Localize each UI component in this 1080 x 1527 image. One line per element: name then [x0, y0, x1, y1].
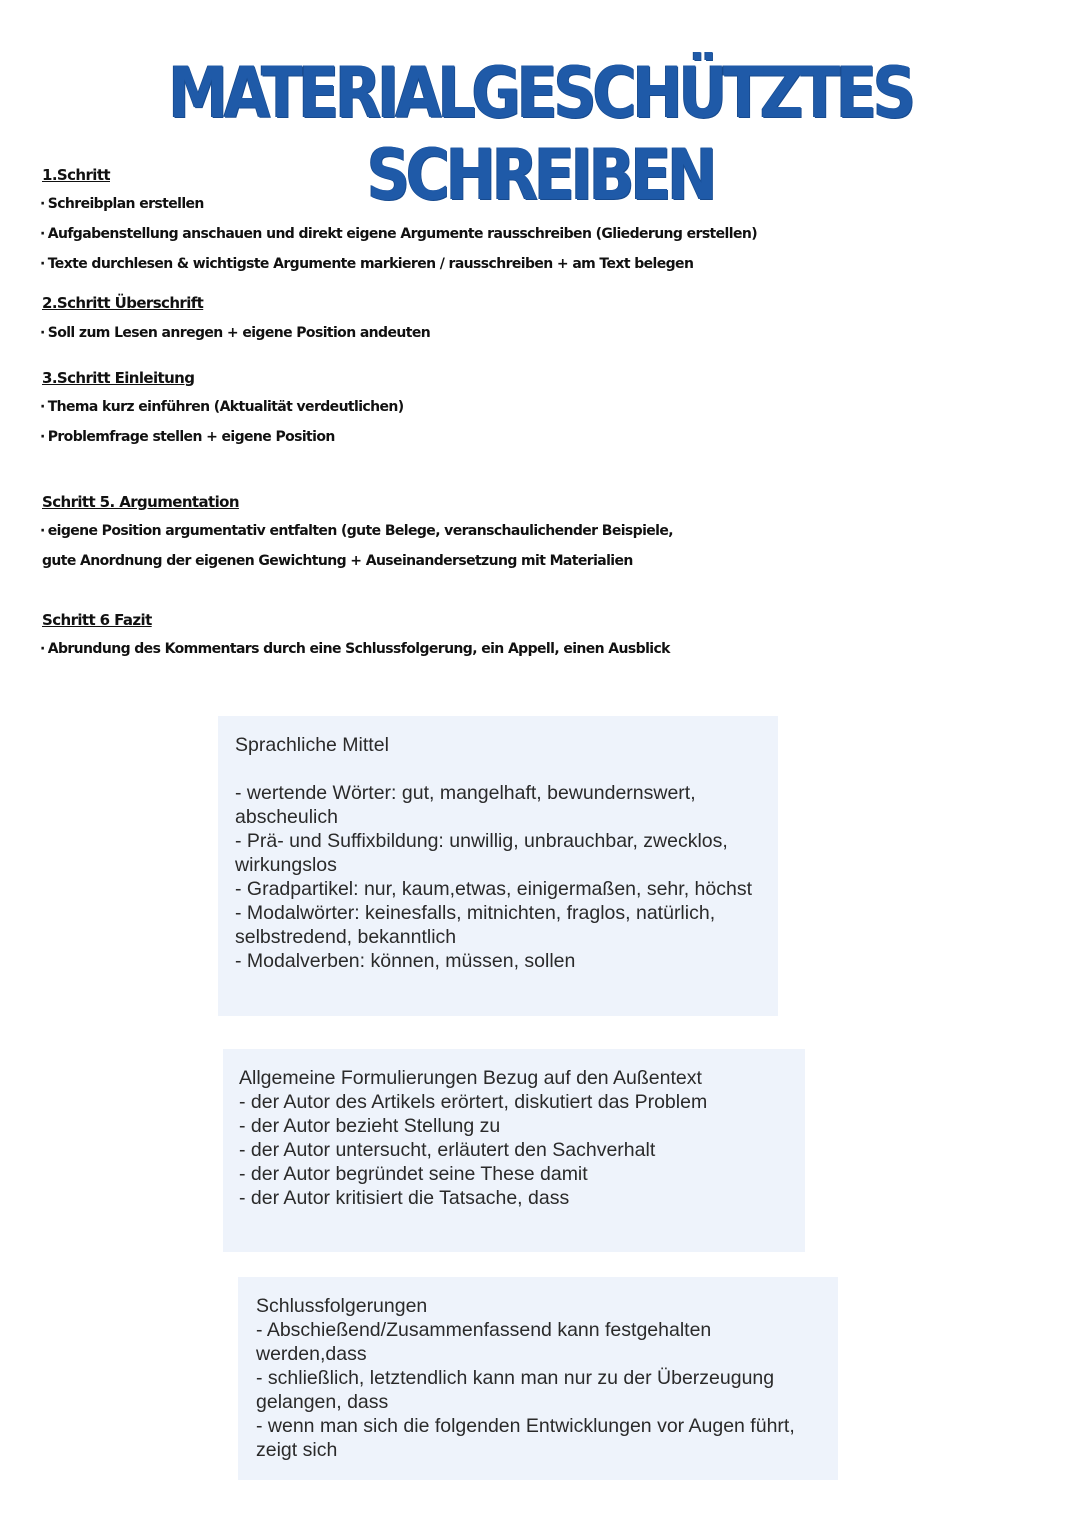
step-5-line: · eigene Position argumentativ entfalten (gute Belege, veranschaulichender Beispiele,	[40, 523, 673, 539]
step-6-line: · Abrundung des Kommentars durch eine Schlussfolgerung, ein Appell, einen Ausblick	[40, 641, 670, 657]
step-1-line: · Aufgabenstellung anschauen und direkt eigene Argumente rausschreiben (Gliederung erstellen)	[40, 226, 757, 242]
box-line: - der Autor des Artikels erörtert, diskutiert das Problem	[239, 1091, 708, 1113]
step-3-heading: 3.Schritt Einleitung	[42, 369, 195, 387]
step-5-line: gute Anordnung der eigenen Gewichtung + Auseinandersetzung mit Materialien	[42, 553, 633, 569]
box-line: - Modalwörter: keinesfalls, mitnichten, fraglos, natürlich, selbstredend, bekanntlich	[235, 902, 716, 948]
box-title: Allgemeine Formulierungen Bezug auf den Außentext	[239, 1067, 702, 1089]
formulierungen-box	[223, 1049, 805, 1252]
schlussfolgerungen-box	[238, 1277, 838, 1480]
step-1-line: · Texte durchlesen & wichtigste Argumente markieren / rausschreiben + am Text belegen	[40, 256, 693, 272]
step-1-heading: 1.Schritt	[42, 166, 110, 184]
box-line: - Gradpartikel: nur, kaum,etwas, einigermaßen, sehr, höchst	[235, 878, 752, 900]
step-5-heading: Schritt 5. Argumentation	[42, 493, 239, 511]
step-2-line: · Soll zum Lesen anregen + eigene Position andeuten	[40, 325, 430, 341]
sprachliche-mittel-box	[218, 716, 778, 1016]
box-line: - Modalverben: können, müssen, sollen	[235, 950, 576, 972]
page-title: MATERIALGESCHÜTZTES SCHREIBEN	[168, 52, 912, 216]
box-line: - schließlich, letztendlich kann man nur zu der Überzeugung gelangen, dass	[256, 1367, 775, 1413]
box-line: - wertende Wörter: gut, mangelhaft, bewundernswert, abscheulich	[235, 782, 696, 828]
box-line: - der Autor kritisiert die Tatsache, dass	[239, 1187, 570, 1209]
box-line: - der Autor begründet seine These damit	[239, 1163, 588, 1185]
box-line: - der Autor bezieht Stellung zu	[239, 1115, 501, 1137]
box-line: - Prä- und Suffixbildung: unwillig, unbrauchbar, zwecklos, wirkungslos	[235, 830, 728, 876]
step-6-heading: Schritt 6 Fazit	[42, 611, 152, 629]
box-line: - der Autor untersucht, erläutert den Sachverhalt	[239, 1139, 656, 1161]
step-1-line: · Schreibplan erstellen	[40, 196, 204, 212]
box-line: - wenn man sich die folgenden Entwicklungen vor Augen führt, zeigt sich	[256, 1415, 795, 1461]
box-title: Schlussfolgerungen	[256, 1295, 428, 1317]
step-3-line: · Thema kurz einführen (Aktualität verdeutlichen)	[40, 399, 404, 415]
step-3-line: · Problemfrage stellen + eigene Position	[40, 429, 335, 445]
box-title: Sprachliche Mittel	[235, 734, 389, 756]
box-line: - Abschießend/Zusammenfassend kann festgehalten werden,dass	[256, 1319, 712, 1365]
step-2-heading: 2.Schritt Überschrift	[42, 294, 204, 312]
